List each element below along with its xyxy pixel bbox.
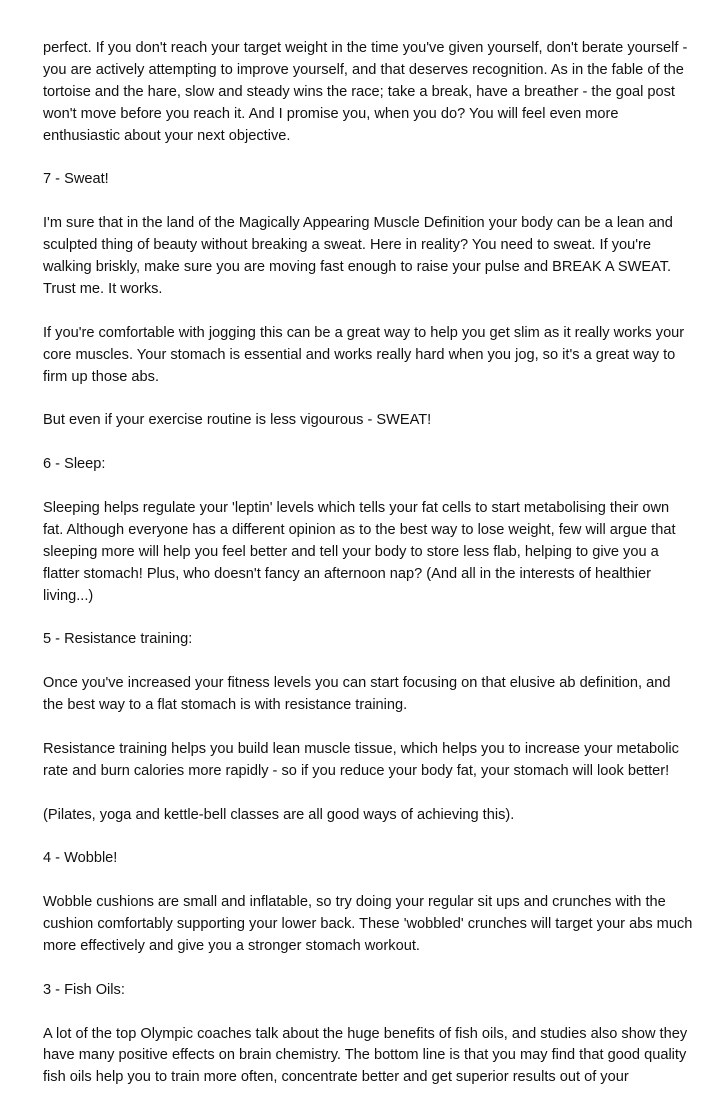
paragraph-sweat-3: But even if your exercise routine is less vigourous - SWEAT! (43, 412, 432, 429)
paragraph-wobble: Wobble cushions are small and inflatable, so try doing your regular sit ups and crunches with the cushion comfortably supporting your lower back. These 'wobbled' crunches will target your abs much more effectively and give you a stronger stomach workout. (43, 894, 693, 954)
paragraph-sweat-2: If you're comfortable with jogging this can be a great way to help you get slim as it really works your core muscles. Your stomach is essential and works really hard when you jog, so it's a great way to firm up those abs. (43, 324, 685, 385)
heading-sleep: 6 - Sleep: (43, 456, 106, 473)
heading-fish-oils: 3 - Fish Oils: (43, 981, 125, 998)
paragraph-fish-oils: A lot of the top Olympic coaches talk about the huge benefits of fish oils, and studies also show they have many positive effects on brain chemistry. The bottom line is that you may find that good quality fish oils help you to train more often, concentrate better and get superior results out of your (43, 1025, 688, 1086)
paragraph-resistance-3: (Pilates, yoga and kettle-bell classes are all good ways of achieving this). (43, 806, 515, 823)
heading-wobble: 4 - Wobble! (43, 850, 118, 867)
heading-sweat: 7 - Sweat! (43, 171, 109, 188)
paragraph-resistance-1: Once you've increased your fitness levels you can start focusing on that elusive ab definition, and the best way to a flat stomach is with resistance training. (43, 675, 671, 714)
paragraph-intro-continuation: perfect. If you don't reach your target weight in the time you've given yourself, don't berate yourself - you are actively attempting to improve yourself, and that deserves recognition. As in the fable of the tortoise and the hare, slow and steady wins the race; take a break, have a breather - the goal post won't move before you reach it. And I promise you, when you do? You will feel even more enthusiastic about your next objective. (43, 40, 688, 144)
paragraph-resistance-2: Resistance training helps you build lean muscle tissue, which helps you to increase your metabolic rate and burn calories more rapidly - so if you reduce your body fat, your stomach will look better! (43, 740, 679, 779)
paragraph-sleep: Sleeping helps regulate your 'leptin' levels which tells your fat cells to start metabolising their own fat. Although everyone has a different opinion as to the best way to lose weight, few will argue that sleeping more will help you feel better and tell your body to store less flab, helping to give you a flatter stomach! Plus, who doesn't fancy an afternoon nap? (And all in the interests of healthier living...) (43, 499, 676, 604)
document-body (43, 38, 693, 1111)
heading-resistance-training: 5 - Resistance training: (43, 631, 193, 648)
paragraph-sweat-1: I'm sure that in the land of the Magically Appearing Muscle Definition your body can be a lean and sculpted thing of beauty without breaking a sweat. Here in reality? You need to sweat. If you're walking briskly, make sure you are moving fast enough to raise your pulse and BREAK A SWEAT. Trust me. It works. (43, 215, 673, 297)
